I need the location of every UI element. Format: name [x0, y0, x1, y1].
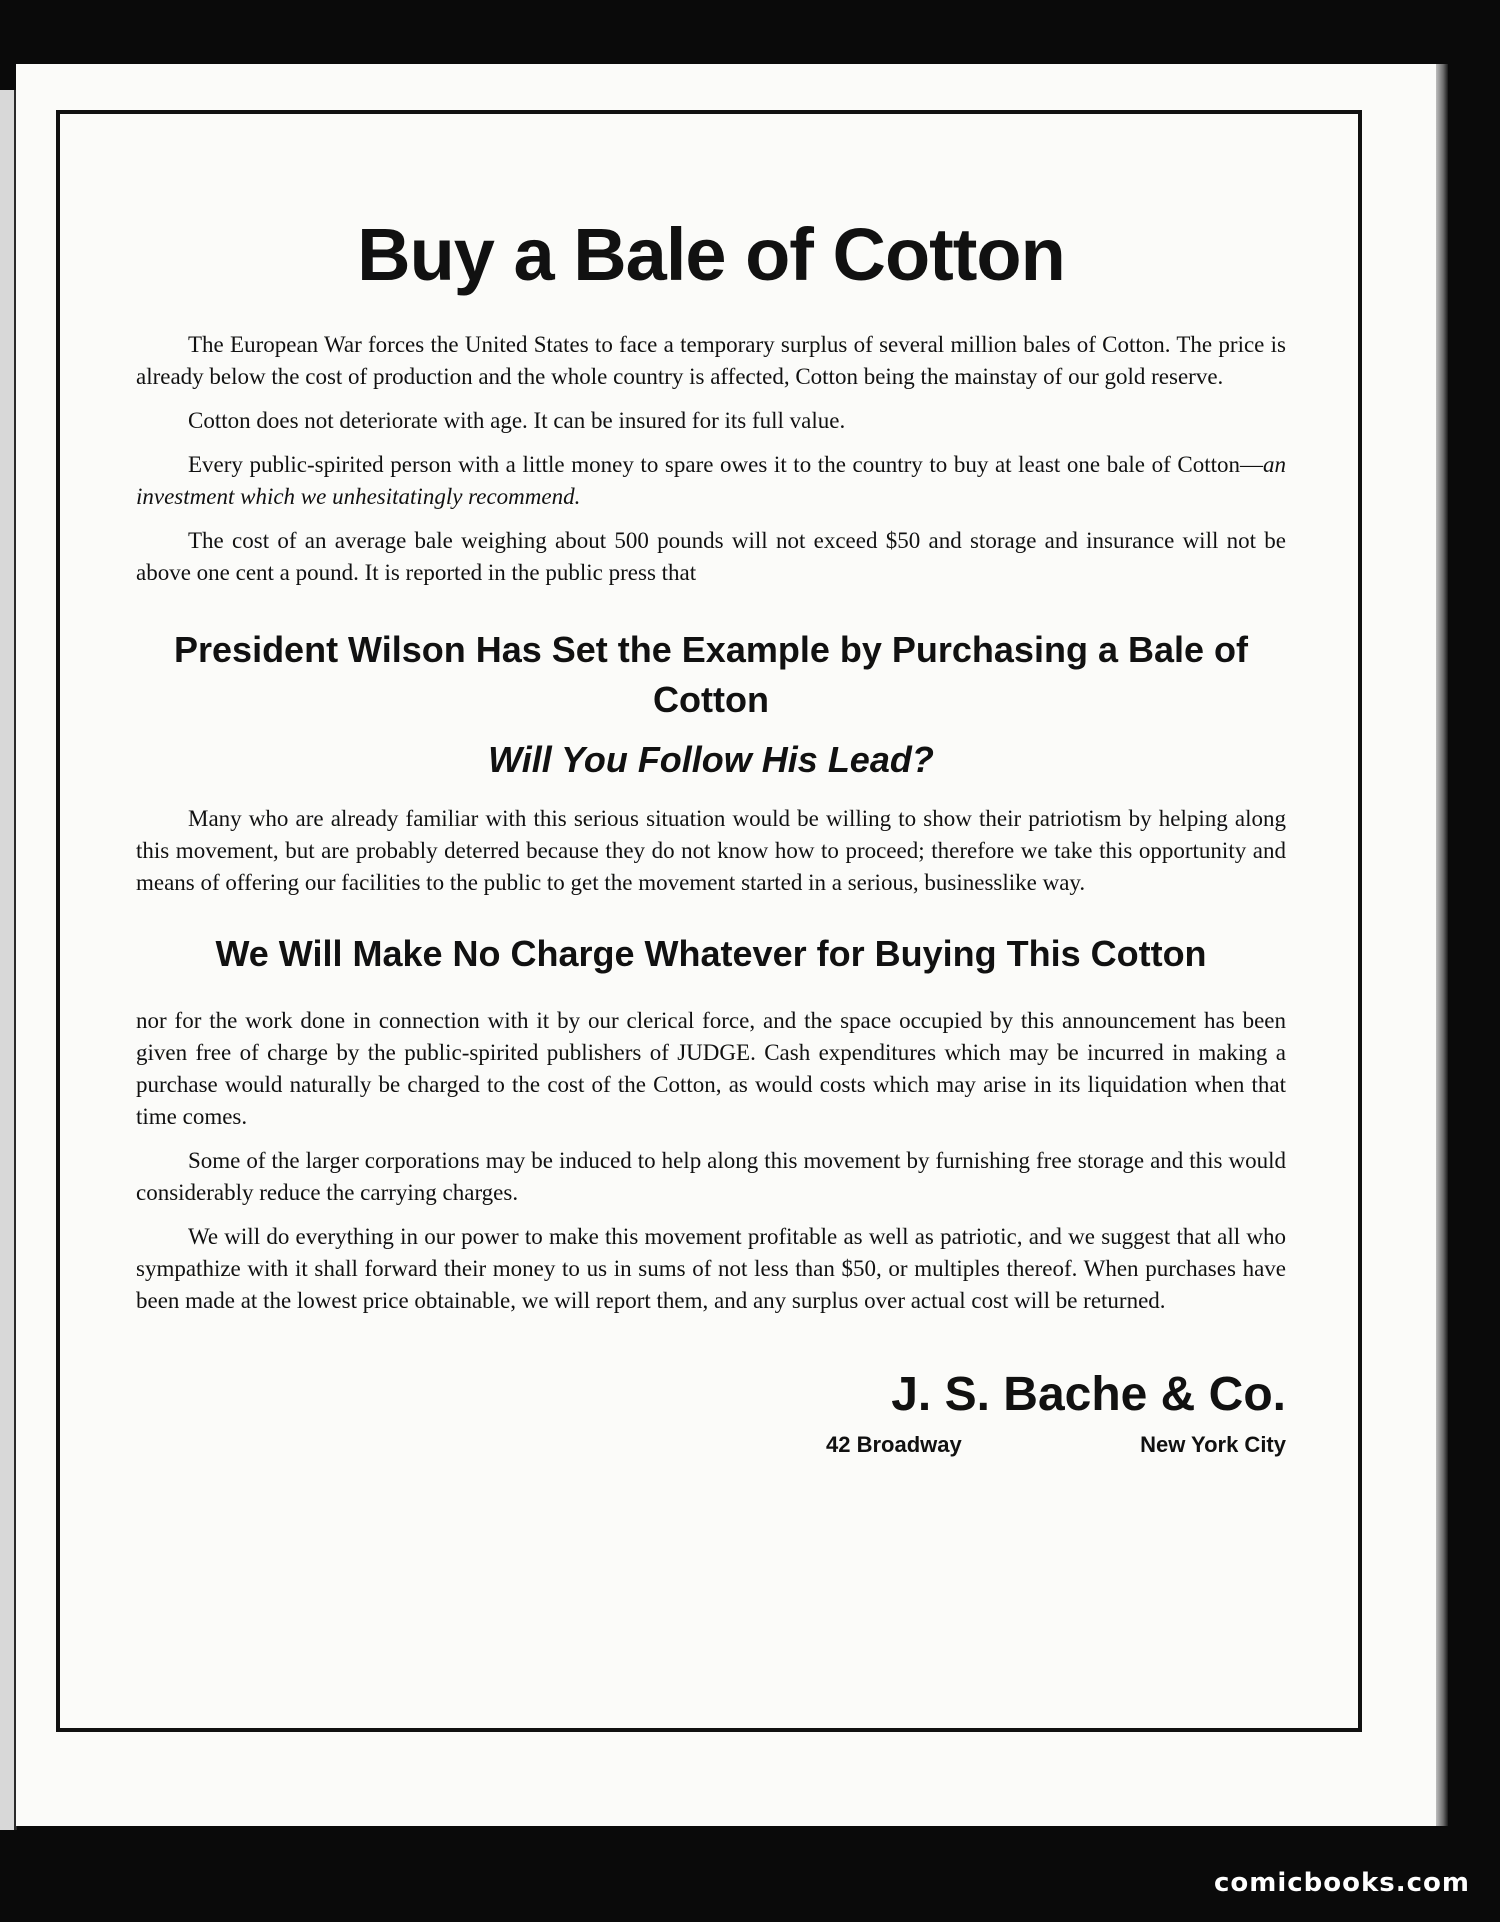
signature-block — [826, 1369, 1286, 1458]
paragraph-free-storage: Some of the larger corporations may be induced to help along this movement by furnishing free storage and this would considerably reduce the carrying charges. — [136, 1148, 1286, 1206]
subheading-follow-lead: Will You Follow His Lead? — [488, 739, 934, 781]
paragraph-public-spirited-text: Every public-spirited person with a little money to spare owes it to the country to buy at least one bale of Cotton— — [188, 452, 1263, 478]
left-page-spine — [0, 90, 17, 1830]
paragraph-deterioration: Cotton does not deteriorate with age. It can be insured for its full value. — [188, 408, 846, 434]
paragraph-forward-money: We will do everything in our power to make this movement profitable as well as patriotic, and we suggest that all who sympathize with it shall forward their money to us in sums of not less than $50, or multiples thereof. When purchases have been made at the lowest price obtainable, we will report them, and any surplus over actual cost will be returned. — [136, 1224, 1286, 1314]
paragraph-war-surplus: The European War forces the United States to face a temporary surplus of several million bales of Cotton. The price is already below the cost of production and the whole country is affected, Cotton being the mainstay of our gold reserve. — [136, 332, 1286, 390]
paragraph-clerical-force: nor for the work done in connection with it by our clerical force, and the space occupied by this announcement has been given free of charge by the public-spirited publishers of JUDGE. Cash expenditures which may be incurred in making a purchase would naturally be charged to the cost of the Cotton, as would costs which may arise in its liquidation when that time comes. — [136, 1008, 1286, 1130]
paragraph-patriotism: Many who are already familiar with this serious situation would be willing to show their patriotism by helping along this movement, but are probably deterred because they do not know how to proceed; therefore we take this opportunity and means of offering our facilities to the public to get the movement started in a serious, businesslike way. — [136, 806, 1286, 896]
company-street: 42 Broadway — [826, 1432, 962, 1458]
heading-no-charge: We Will Make No Charge Whatever for Buying This Cotton — [215, 933, 1207, 975]
company-name: J. S. Bache & Co. — [891, 1368, 1286, 1422]
ad-title: Buy a Bale of Cotton — [357, 213, 1065, 296]
paragraph-recommendation-italic: an investment which we unhesitatingly recommend. — [136, 452, 1286, 510]
paragraph-cost: The cost of an average bale weighing about 500 pounds will not exceed $50 and storage and insurance will not be above one cent a pound. It is reported in the public press that — [136, 528, 1286, 586]
company-address — [826, 1432, 1286, 1458]
page-edge-shadow — [1436, 64, 1448, 1826]
company-city: New York City — [1140, 1432, 1286, 1458]
magazine-page — [16, 64, 1436, 1826]
heading-president-wilson: President Wilson Has Set the Example by Purchasing a Bale of Cotton — [174, 629, 1248, 721]
advertisement-content — [136, 213, 1286, 1458]
paragraph-public-spirited — [136, 449, 1286, 513]
watermark: comicbooks.com — [1213, 1868, 1470, 1898]
